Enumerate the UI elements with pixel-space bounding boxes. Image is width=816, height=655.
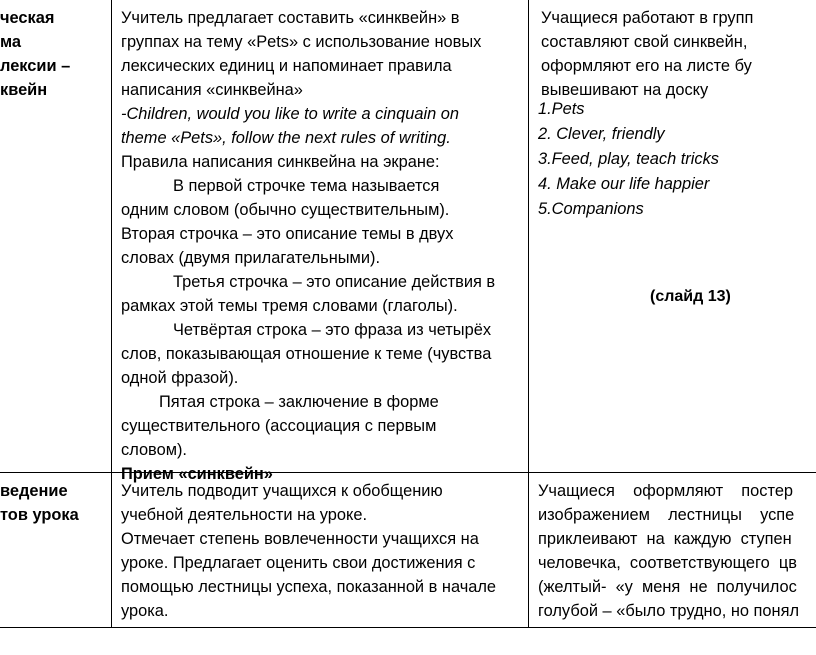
row1-students-cell (541, 6, 816, 102)
students-text-line: вывешивают на доску (541, 81, 709, 99)
row2-teacher-cell (121, 479, 496, 623)
cinquain-line: 2. Clever, friendly (538, 125, 665, 143)
rule-line: одной фразой). (121, 369, 239, 387)
rule-line: одним словом (обычно существительным). (121, 201, 450, 219)
row1-stage-line: ма (0, 33, 22, 51)
teacher-text-line: учебной деятельности на уроке. (121, 506, 368, 524)
teacher-text-line: помощью лестницы успеха, показанной в начале (121, 578, 497, 596)
rule-line: слов, показывающая отношение к теме (чувства (121, 345, 492, 363)
teacher-text-line: Отмечает степень вовлеченности учащихся на (121, 530, 479, 548)
row2-students-cell (538, 479, 816, 623)
cinquain-line: 5.Companions (538, 200, 644, 218)
technique-label: Прием «синквейн» (121, 465, 273, 483)
rule-line: словах (двумя прилагательными). (121, 249, 380, 267)
rule-line: В первой строчке тема называется (173, 177, 440, 195)
teacher-text-line: Учитель подводит учащихся к обобщению (121, 482, 443, 500)
slide-label: (слайд 13) (650, 288, 731, 305)
cinquain-line: 3.Feed, play, teach tricks (538, 150, 719, 168)
row2-stage-cell (0, 479, 79, 527)
teacher-text-line: Учитель предлагает составить «синквейн» в (121, 9, 460, 27)
row1-stage-line: квейн (0, 81, 48, 99)
teacher-text-line: урока. (121, 602, 169, 620)
cinquain-line: 1.Pets (538, 100, 585, 118)
students-text-line: приклеивают на каждую ступен (538, 530, 792, 548)
teacher-text-line: написания «синквейна» (121, 81, 303, 99)
students-text-line: Учащиеся оформляют постер (538, 482, 794, 500)
column-divider-2 (528, 0, 529, 628)
rule-line: рамках этой темы тремя словами (глаголы). (121, 297, 458, 315)
students-text-line: составляют свой синквейн, (541, 33, 748, 51)
rule-line: словом). (121, 441, 187, 459)
students-text-line: оформляют его на листе бу (541, 57, 752, 75)
rule-line: Третья строчка – это описание действия в (173, 273, 496, 291)
row1-stage-line: ческая (0, 9, 55, 27)
teacher-text-line: уроке. Предлагает оценить свои достижения с (121, 554, 476, 572)
rule-line: Вторая строчка – это описание темы в двух (121, 225, 454, 243)
cinquain-line: 4. Make our life happier (538, 175, 710, 193)
row1-stage-line: лексии – (0, 57, 71, 75)
row1-stage-cell (0, 6, 70, 102)
rule-line: Пятая строка – заключение в форме (159, 393, 439, 411)
teacher-text-line: группах на тему «Pets» с использование новых (121, 33, 482, 51)
rule-line: существительного (ассоциация с первым (121, 417, 437, 435)
cinquain-list (538, 97, 719, 222)
table-bottom-border (0, 627, 816, 628)
students-text-line: голубой – «было трудно, но понял (538, 602, 800, 620)
rules-heading: Правила написания синквейна на экране: (121, 153, 440, 171)
rule-line: Четвёртая строка – это фраза из четырёх (173, 321, 492, 339)
students-text-line: (желтый- «у меня не получилос (538, 578, 797, 596)
students-text-line: Учащиеся работают в групп (541, 9, 754, 27)
column-divider-1 (111, 0, 112, 628)
row2-stage-line: ведение (0, 482, 68, 500)
teacher-english-line: theme «Pets», follow the next rules of writing. (121, 129, 451, 147)
teacher-english-line: -Children, would you like to write a cinquain on (121, 105, 460, 123)
row2-stage-line: тов урока (0, 506, 79, 524)
students-text-line: изображением лестницы успе (538, 506, 795, 524)
teacher-text-line: лексических единиц и напоминает правила (121, 57, 452, 75)
students-text-line: человечка, соответствующего цв (538, 554, 797, 572)
row1-teacher-cell (121, 6, 495, 486)
